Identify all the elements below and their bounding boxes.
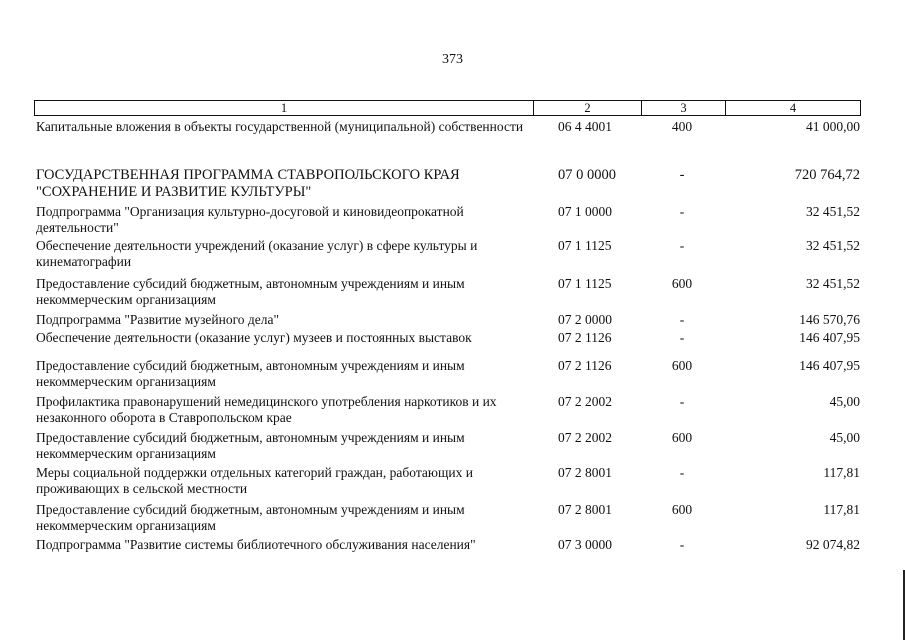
row-type: 400 [671,119,693,134]
row-amount: 45,00 [829,394,860,409]
row-code: 07 2 8001 [558,502,612,517]
row-code: 07 1 1125 [558,238,612,253]
header-col-2: 2 [533,101,641,115]
row-code: 07 1 0000 [558,204,612,219]
row-amount: 92 074,82 [806,537,860,552]
row-amount: 117,81 [823,502,860,517]
row-name: Профилактика правонарушений немедицинского употребления наркотиков и их незаконного оборота в Ставропольском крае [36,394,497,425]
row-type: 600 [671,276,693,291]
row-amount: 146 407,95 [799,358,860,373]
row-code: 07 2 2002 [558,394,612,409]
row-type: - [679,312,685,327]
row-amount: 146 407,95 [799,330,860,345]
header-col-4: 4 [725,101,860,115]
row-name: Меры социальной поддержки отдельных категорий граждан, работающих и проживающих в сельской местности [36,465,473,496]
header-col-1: 1 [280,101,288,115]
row-code: 07 2 8001 [558,465,612,480]
row-type: - [679,537,685,552]
row-name: ГОСУДАРСТВЕННАЯ ПРОГРАММА СТАВРОПОЛЬСКОГО КРАЯ "СОХРАНЕНИЕ И РАЗВИТИЕ КУЛЬТУРЫ" [36,167,460,200]
row-type: 600 [671,430,693,445]
row-name: Капитальные вложения в объекты государственной (муниципальной) собственности [36,119,524,134]
row-code: 06 4 4001 [558,119,612,134]
row-name: Предоставление субсидий бюджетным, автономным учреждениям и иным некоммерческим организациям [36,276,465,307]
row-type: - [679,330,685,345]
row-name: Обеспечение деятельности (оказание услуг) музеев и постоянных выставок [36,330,472,345]
row-name: Предоставление субсидий бюджетным, автономным учреждениям и иным некоммерческим организациям [36,358,465,389]
row-code: 07 2 1126 [558,330,612,345]
row-amount: 41 000,00 [806,119,860,134]
row-amount: 45,00 [829,430,860,445]
row-type: - [679,238,685,253]
row-amount: 32 451,52 [806,276,860,291]
row-type: 600 [671,358,693,373]
row-code: 07 2 0000 [558,312,612,327]
row-type: - [679,465,685,480]
header-col-3: 3 [641,101,725,115]
row-name: Обеспечение деятельности учреждений (оказание услуг) в сфере культуры и кинематографии [36,238,478,269]
row-name: Подпрограмма "Развитие системы библиотечного обслуживания населения" [36,537,476,552]
row-amount: 720 764,72 [794,167,860,183]
row-code: 07 0 0000 [558,167,616,183]
row-type: - [679,394,685,409]
row-code: 07 3 0000 [558,537,612,552]
row-name: Подпрограмма "Развитие музейного дела" [36,312,280,327]
row-amount: 32 451,52 [806,204,860,219]
row-name: Предоставление субсидий бюджетным, автономным учреждениям и иным некоммерческим организациям [36,430,465,461]
row-name: Предоставление субсидий бюджетным, автономным учреждениям и иным некоммерческим организациям [36,502,465,533]
row-code: 07 2 1126 [558,358,612,373]
row-code: 07 1 1125 [558,276,612,291]
table-header [34,100,861,116]
row-name: Подпрограмма "Организация культурно-досуговой и киновидеопрокатной деятельности" [36,204,464,235]
row-amount: 146 570,76 [799,312,860,327]
row-amount: 32 451,52 [806,238,860,253]
row-code: 07 2 2002 [558,430,612,445]
row-type: - [679,204,685,219]
row-amount: 117,81 [823,465,860,480]
page-number: 373 [442,52,463,67]
row-type: 600 [671,502,693,517]
row-type: - [679,167,685,183]
